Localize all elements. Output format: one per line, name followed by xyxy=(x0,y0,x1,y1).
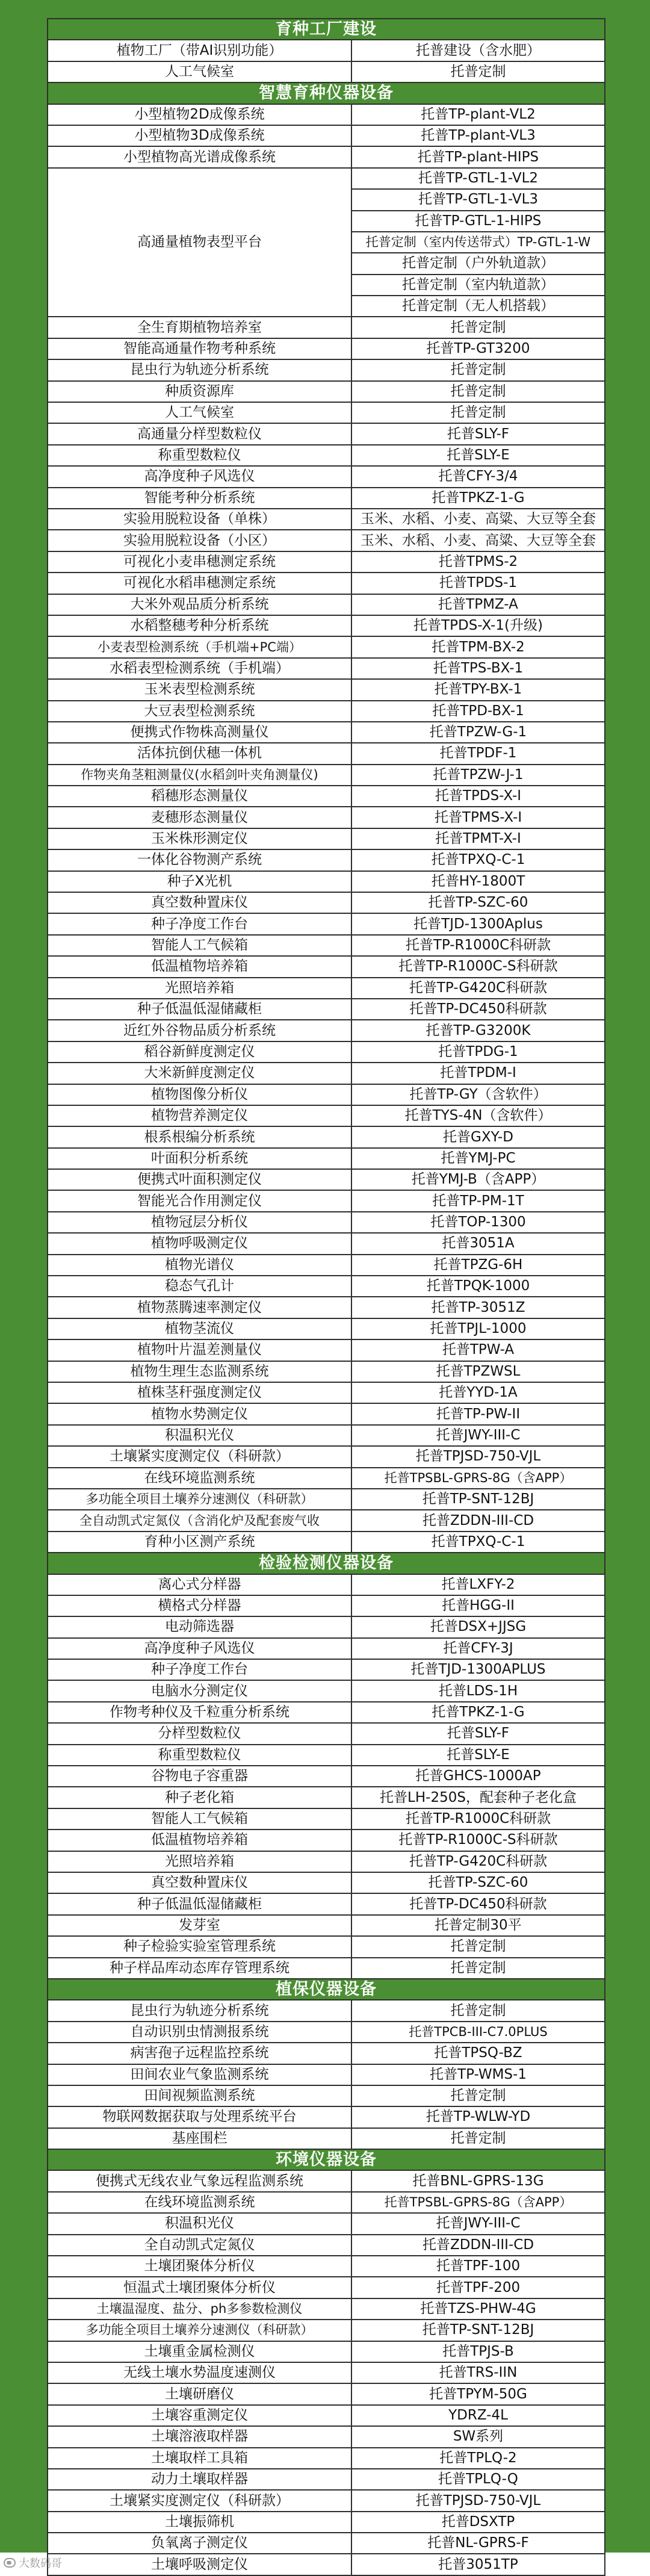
equipment-name: 称重型数粒仪 xyxy=(48,445,352,467)
equipment-model: 托普TPDS-1 xyxy=(352,573,605,594)
equipment-model: 托普TP-DC450科研款 xyxy=(352,999,605,1020)
equipment-name: 土壤振筛机 xyxy=(48,2512,352,2533)
equipment-model: 托普ZDDN-III-CD xyxy=(352,1510,605,1532)
equipment-name: 小麦表型检测系统（手机端+PC端） xyxy=(48,637,352,658)
equipment-model: 托普定制 xyxy=(352,2086,605,2107)
equipment-name: 无线土壤水势温度速测仪 xyxy=(48,2363,352,2384)
equipment-model: 托普定制 xyxy=(352,62,605,83)
group-model: 托普定制（室内轨道款） xyxy=(352,275,605,296)
equipment-model: 托普CFY-3/4 xyxy=(352,467,605,488)
equipment-model: 托普TP-SNT-12BJ xyxy=(352,2320,605,2341)
equipment-name: 植物叶片温差测量仪 xyxy=(48,1340,352,1361)
equipment-model: 托普定制 xyxy=(352,1937,605,1958)
section-header: 环境仪器设备 xyxy=(48,2150,605,2171)
equipment-model: 托普BNL-GPRS-13G xyxy=(352,2171,605,2192)
equipment-name: 积温积光仪 xyxy=(48,2214,352,2235)
equipment-name: 种质资源库 xyxy=(48,382,352,403)
equipment-name: 麦穗形态测量仪 xyxy=(48,807,352,828)
equipment-name: 分样型数粒仪 xyxy=(48,1724,352,1745)
equipment-model: 托普TPZG-6H xyxy=(352,1255,605,1276)
equipment-model: 托普SLY-F xyxy=(352,424,605,445)
equipment-model: 托普TP-3051Z xyxy=(352,1297,605,1318)
equipment-name: 种子X光机 xyxy=(48,872,352,893)
equipment-grid xyxy=(48,19,605,2576)
equipment-model: 托普TP-WMS-1 xyxy=(352,2065,605,2086)
equipment-model: 托普TP-G420C科研款 xyxy=(352,1852,605,1873)
equipment-name: 一体化谷物测产系统 xyxy=(48,850,352,871)
equipment-model: 托普TPDG-1 xyxy=(352,1042,605,1063)
equipment-model: 托普TP-WLW-YD xyxy=(352,2107,605,2128)
equipment-model: 托普TP-SZC-60 xyxy=(352,893,605,914)
equipment-model: 托普HGG-II xyxy=(352,1596,605,1617)
equipment-model: 托普TPXQ-C-1 xyxy=(352,1532,605,1553)
equipment-name: 玉米表型检测系统 xyxy=(48,680,352,701)
equipment-name: 土壤容重测定仪 xyxy=(48,2406,352,2427)
equipment-name: 水稻表型检测系统（手机端） xyxy=(48,659,352,680)
equipment-name: 小型植物2D成像系统 xyxy=(48,105,352,126)
equipment-name: 多功能全项目土壤养分速测仪（科研款） xyxy=(48,2320,352,2341)
equipment-name: 小型植物3D成像系统 xyxy=(48,126,352,147)
section-header: 检验检测仪器设备 xyxy=(48,1553,605,1574)
equipment-model: 托普TPF-200 xyxy=(352,2277,605,2298)
watermark xyxy=(4,2555,62,2571)
equipment-name: 近红外谷物品质分析系统 xyxy=(48,1020,352,1041)
equipment-model: 托普定制 xyxy=(352,317,605,338)
equipment-model: 托普LDS-1H xyxy=(352,1681,605,1702)
equipment-model: 托普TPZW-G-1 xyxy=(352,722,605,743)
equipment-model: 托普TPM-BX-2 xyxy=(352,637,605,658)
section-header: 植保仪器设备 xyxy=(48,1979,605,2000)
section-header: 育种工厂建设 xyxy=(48,19,605,40)
equipment-model: 托普定制 xyxy=(352,403,605,424)
equipment-name: 水稻整穗考种分析系统 xyxy=(48,616,352,637)
equipment-name: 植物光谱仪 xyxy=(48,1255,352,1276)
equipment-name: 离心式分样器 xyxy=(48,1575,352,1596)
equipment-model: 托普TJD-1300Aplus xyxy=(352,914,605,935)
equipment-model: 托普TPLQ-2 xyxy=(352,2448,605,2469)
equipment-model: 托普YYD-1A xyxy=(352,1383,605,1404)
equipment-name: 光照培养箱 xyxy=(48,978,352,999)
equipment-model: 托普JWY-III-C xyxy=(352,1426,605,1447)
equipment-name: 在线环境监测系统 xyxy=(48,1468,352,1489)
equipment-model: 玉米、水稻、小麦、高粱、大豆等全套 xyxy=(352,530,605,551)
equipment-model: 托普TP-plant-VL3 xyxy=(352,126,605,147)
equipment-name: 土壤呼吸测定仪 xyxy=(48,2554,352,2575)
equipment-model: 托普TP-R1000C科研款 xyxy=(352,1809,605,1830)
equipment-name: 稳态气孔计 xyxy=(48,1276,352,1297)
equipment-model: 托普TP-G3200K xyxy=(352,1020,605,1041)
equipment-model: 托普TPDM-I xyxy=(352,1063,605,1084)
equipment-name: 高净度种子风选仪 xyxy=(48,1639,352,1660)
equipment-model: 托普LH-250S，配套种子老化盒 xyxy=(352,1787,605,1808)
equipment-name: 全自动凯式定氮仪 xyxy=(48,2235,352,2256)
group-model: 托普定制（户外轨道款） xyxy=(352,253,605,275)
equipment-model: 托普LXFY-2 xyxy=(352,1575,605,1596)
equipment-name: 昆虫行为轨迹分析系统 xyxy=(48,2000,352,2022)
equipment-name: 种子净度工作台 xyxy=(48,914,352,935)
equipment-model: 托普TPJSD-750-VJL xyxy=(352,2491,605,2512)
equipment-name: 智能高通量作物考种系统 xyxy=(48,339,352,360)
equipment-name: 大米新鲜度测定仪 xyxy=(48,1063,352,1084)
group-model: 托普TP-GTL-1-VL3 xyxy=(352,190,605,211)
equipment-model: 托普NL-GPRS-F xyxy=(352,2533,605,2554)
equipment-name: 田间视频监测系统 xyxy=(48,2086,352,2107)
equipment-name: 土壤溶液取样器 xyxy=(48,2427,352,2448)
equipment-model: 托普YMJ-B（含APP） xyxy=(352,1170,605,1191)
equipment-model: 托普TPSQ-BZ xyxy=(352,2043,605,2064)
equipment-model: 托普TP-GY（含软件） xyxy=(352,1085,605,1106)
equipment-name: 土壤研磨仪 xyxy=(48,2384,352,2405)
equipment-name: 病害孢子远程监控系统 xyxy=(48,2043,352,2064)
equipment-name: 称重型数粒仪 xyxy=(48,1745,352,1766)
equipment-model: 托普TPJSD-750-VJL xyxy=(352,1447,605,1468)
equipment-model: 托普CFY-3J xyxy=(352,1639,605,1660)
group-model: 托普TP-GTL-1-VL2 xyxy=(352,169,605,190)
equipment-model: 托普TPYM-50G xyxy=(352,2384,605,2405)
equipment-model: 托普TP-R1000C科研款 xyxy=(352,936,605,957)
equipment-name: 低温植物培养箱 xyxy=(48,1830,352,1851)
equipment-model: 托普TP-DC450科研款 xyxy=(352,1894,605,1915)
equipment-model: 托普TPMT-X-I xyxy=(352,829,605,850)
equipment-model: 托普定制 xyxy=(352,382,605,403)
equipment-name: 植株茎秆强度测定仪 xyxy=(48,1383,352,1404)
equipment-name: 可视化小麦串穗测定系统 xyxy=(48,552,352,573)
equipment-model: 托普JWY-III-C xyxy=(352,2214,605,2235)
equipment-name: 土壤重金属检测仪 xyxy=(48,2342,352,2363)
equipment-name: 植物茎流仪 xyxy=(48,1319,352,1340)
equipment-name: 种子检验实验室管理系统 xyxy=(48,1937,352,1958)
equipment-model: 托普TP-SZC-60 xyxy=(352,1873,605,1894)
equipment-model: 托普TJD-1300APLUS xyxy=(352,1660,605,1681)
equipment-model: 托普TPXQ-C-1 xyxy=(352,850,605,871)
equipment-name: 全自动凯式定氮仪（含消化炉及配套废气收 xyxy=(48,1510,352,1532)
group-name: 高通量植物表型平台 xyxy=(48,169,352,318)
equipment-model: 托普TPZWSL xyxy=(352,1362,605,1383)
equipment-name: 高净度种子风选仪 xyxy=(48,467,352,488)
equipment-name: 植物生理生态监测系统 xyxy=(48,1362,352,1383)
equipment-name: 作物考种仪及千粒重分析系统 xyxy=(48,1702,352,1724)
equipment-name: 横格式分样器 xyxy=(48,1596,352,1617)
section-header: 智慧育种仪器设备 xyxy=(48,83,605,104)
equipment-name: 昆虫行为轨迹分析系统 xyxy=(48,360,352,381)
equipment-model: 托普TPJS-B xyxy=(352,2342,605,2363)
equipment-name: 育种小区测产系统 xyxy=(48,1532,352,1553)
equipment-model: 托普TPSBL-GPRS-8G（含APP） xyxy=(352,2193,605,2214)
equipment-name: 根系根编分析系统 xyxy=(48,1127,352,1148)
equipment-model: 托普TPY-BX-1 xyxy=(352,680,605,701)
equipment-model: 托普TP-GT3200 xyxy=(352,339,605,360)
equipment-name: 种子低温低湿储藏柜 xyxy=(48,999,352,1020)
equipment-name: 土壤紧实度测定仪（科研款） xyxy=(48,1447,352,1468)
equipment-model: SW系列 xyxy=(352,2427,605,2448)
equipment-name: 真空数种置床仪 xyxy=(48,1873,352,1894)
equipment-model: 托普TOP-1300 xyxy=(352,1212,605,1234)
equipment-model: 托普3051A xyxy=(352,1234,605,1255)
equipment-model: 托普TPMS-2 xyxy=(352,552,605,573)
equipment-model: 托普TP-SNT-12BJ xyxy=(352,1489,605,1510)
equipment-model: 托普TP-G420C科研款 xyxy=(352,978,605,999)
equipment-name: 植物营养测定仪 xyxy=(48,1106,352,1127)
group-model: 托普定制（室内传送带式）TP-GTL-1-W xyxy=(352,232,605,253)
equipment-model: 托普TPDS-X-I xyxy=(352,786,605,807)
equipment-name: 负氧离子测定仪 xyxy=(48,2533,352,2554)
equipment-name: 低温植物培养箱 xyxy=(48,957,352,978)
equipment-model: 托普TPS-BX-1 xyxy=(352,659,605,680)
equipment-model: 托普TP-plant-HIPS xyxy=(352,147,605,168)
equipment-model: 托普TZS-PHW-4G xyxy=(352,2299,605,2320)
equipment-model: 托普SLY-F xyxy=(352,1724,605,1745)
equipment-model: 托普ZDDN-III-CD xyxy=(352,2235,605,2256)
equipment-name: 种子老化箱 xyxy=(48,1787,352,1808)
equipment-model: 托普TYS-4N（含软件） xyxy=(352,1106,605,1127)
equipment-name: 在线环境监测系统 xyxy=(48,2193,352,2214)
equipment-model: 托普建设（含水肥） xyxy=(352,40,605,61)
equipment-model: 托普TPQK-1000 xyxy=(352,1276,605,1297)
equipment-model: 托普TPD-BX-1 xyxy=(352,701,605,722)
equipment-model: 托普GXY-D xyxy=(352,1127,605,1148)
equipment-name: 智能光合作用测定仪 xyxy=(48,1191,352,1212)
equipment-model: 托普定制30平 xyxy=(352,1916,605,1937)
equipment-name: 稻穗形态测量仪 xyxy=(48,786,352,807)
equipment-name: 小型植物高光谱成像系统 xyxy=(48,147,352,168)
equipment-name: 种子样品库动态库存管理系统 xyxy=(48,1958,352,1979)
equipment-name: 恒温式土壤团聚体分析仪 xyxy=(48,2277,352,2298)
equipment-model: 托普TPJL-1000 xyxy=(352,1319,605,1340)
equipment-name: 种子低温低湿储藏柜 xyxy=(48,1894,352,1915)
equipment-name: 种子净度工作台 xyxy=(48,1660,352,1681)
equipment-model: 托普DSXTP xyxy=(352,2512,605,2533)
equipment-name: 积温积光仪 xyxy=(48,1426,352,1447)
equipment-model: 托普SLY-E xyxy=(352,445,605,467)
equipment-name: 植物图像分析仪 xyxy=(48,1085,352,1106)
equipment-model: 托普TPDF-1 xyxy=(352,743,605,765)
equipment-name: 真空数种置床仪 xyxy=(48,893,352,914)
equipment-name: 作物夹角茎粗测量仪(水稻剑叶夹角测量仪) xyxy=(48,765,352,786)
equipment-table xyxy=(47,18,605,2576)
equipment-name: 植物水势测定仪 xyxy=(48,1404,352,1425)
equipment-name: 人工气候室 xyxy=(48,62,352,83)
equipment-model: 托普TPW-A xyxy=(352,1340,605,1361)
equipment-name: 便携式无线农业气象远程监测系统 xyxy=(48,2171,352,2192)
equipment-model: 托普TPMZ-A xyxy=(352,595,605,616)
equipment-name: 多功能全项目土壤养分速测仪（科研款） xyxy=(48,1489,352,1510)
equipment-model: 托普YMJ-PC xyxy=(352,1149,605,1170)
equipment-name: 土壤取样工具箱 xyxy=(48,2448,352,2469)
equipment-model: 托普TP-R1000C-S科研款 xyxy=(352,957,605,978)
equipment-name: 电脑水分测定仪 xyxy=(48,1681,352,1702)
equipment-name: 大豆表型检测系统 xyxy=(48,701,352,722)
equipment-model: 托普TPSBL-GPRS-8G（含APP） xyxy=(352,1468,605,1489)
equipment-name: 田间农业气象监测系统 xyxy=(48,2065,352,2086)
equipment-model: 玉米、水稻、小麦、高粱、大豆等全套 xyxy=(352,509,605,530)
equipment-name: 电动筛选器 xyxy=(48,1617,352,1638)
equipment-name: 实验用脱粒设备（单株） xyxy=(48,509,352,530)
equipment-name: 光照培养箱 xyxy=(48,1852,352,1873)
equipment-name: 全生育期植物培养室 xyxy=(48,317,352,338)
group-model: 托普定制（无人机搭载） xyxy=(352,296,605,317)
equipment-name: 物联网数据获取与处理系统平台 xyxy=(48,2107,352,2128)
equipment-name: 发芽室 xyxy=(48,1916,352,1937)
equipment-name: 土壤团聚体分析仪 xyxy=(48,2256,352,2277)
equipment-name: 动力土壤取样器 xyxy=(48,2469,352,2491)
equipment-name: 玉米株形测定仪 xyxy=(48,829,352,850)
equipment-model: 托普SLY-E xyxy=(352,1745,605,1766)
equipment-model: 托普TPKZ-1-G xyxy=(352,1702,605,1724)
equipment-model: 托普TP-R1000C-S科研款 xyxy=(352,1830,605,1851)
equipment-model: 托普TPKZ-1-G xyxy=(352,488,605,509)
equipment-model: 托普GHCS-1000AP xyxy=(352,1766,605,1787)
equipment-model: 托普TPLQ-Q xyxy=(352,2469,605,2491)
equipment-model: 托普定制 xyxy=(352,1958,605,1979)
equipment-model: 托普TPDS-X-1(升级) xyxy=(352,616,605,637)
equipment-model: 托普3051TP xyxy=(352,2554,605,2575)
equipment-name: 谷物电子容重器 xyxy=(48,1766,352,1787)
equipment-model: 托普TRS-IIN xyxy=(352,2363,605,2384)
equipment-name: 植物呼吸测定仪 xyxy=(48,1234,352,1255)
equipment-model: 托普DSX+JJSG xyxy=(352,1617,605,1638)
equipment-name: 植物蒸腾速率测定仪 xyxy=(48,1297,352,1318)
equipment-model: YDRZ-4L xyxy=(352,2406,605,2427)
equipment-name: 可视化水稻串穗测定系统 xyxy=(48,573,352,594)
equipment-name: 智能人工气候箱 xyxy=(48,936,352,957)
equipment-name: 智能人工气候箱 xyxy=(48,1809,352,1830)
equipment-name: 活体抗倒伏穗一体机 xyxy=(48,743,352,765)
equipment-model: 托普定制 xyxy=(352,360,605,381)
equipment-model: 托普定制 xyxy=(352,2129,605,2150)
equipment-name: 稻谷新鲜度测定仪 xyxy=(48,1042,352,1063)
equipment-model: 托普定制 xyxy=(352,2000,605,2022)
equipment-model: 托普TP-plant-VL2 xyxy=(352,105,605,126)
equipment-model: 托普TPF-100 xyxy=(352,2256,605,2277)
equipment-model: 托普TP-PW-II xyxy=(352,1404,605,1425)
equipment-name: 自动识别虫情测报系统 xyxy=(48,2022,352,2043)
equipment-name: 智能考种分析系统 xyxy=(48,488,352,509)
equipment-name: 便携式叶面积测定仪 xyxy=(48,1170,352,1191)
equipment-name: 植物工厂（带AI识别功能） xyxy=(48,40,352,61)
watermark-logo-icon xyxy=(4,2558,16,2568)
equipment-model: 托普TPMS-X-I xyxy=(352,807,605,828)
equipment-name: 便携式作物株高测量仪 xyxy=(48,722,352,743)
watermark-text: 大数码哥 xyxy=(19,2557,62,2570)
equipment-name: 高通量分样型数粒仪 xyxy=(48,424,352,445)
equipment-name: 植物冠层分析仪 xyxy=(48,1212,352,1234)
equipment-name: 土壤温湿度、盐分、ph多参数检测仪 xyxy=(48,2299,352,2320)
equipment-model: 托普TPZW-J-1 xyxy=(352,765,605,786)
equipment-name: 叶面积分析系统 xyxy=(48,1149,352,1170)
equipment-name: 土壤紧实度测定仪（科研款） xyxy=(48,2491,352,2512)
equipment-name: 实验用脱粒设备（小区） xyxy=(48,530,352,551)
group-model: 托普TP-GTL-1-HIPS xyxy=(352,211,605,232)
equipment-name: 人工气候室 xyxy=(48,403,352,424)
equipment-model: 托普TP-PM-1T xyxy=(352,1191,605,1212)
equipment-name: 大米外观品质分析系统 xyxy=(48,595,352,616)
equipment-model: 托普HY-1800T xyxy=(352,872,605,893)
equipment-model: 托普TPCB-III-C7.0PLUS xyxy=(352,2022,605,2043)
equipment-name: 基座围栏 xyxy=(48,2129,352,2150)
